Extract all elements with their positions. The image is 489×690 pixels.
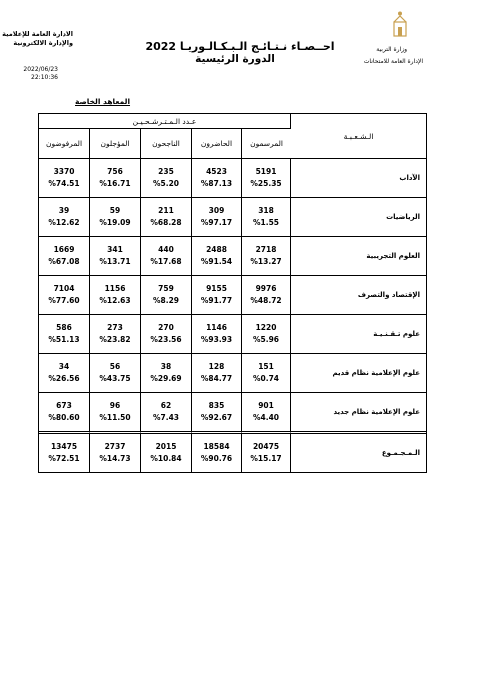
cell-percentage: %12.62 <box>48 218 80 227</box>
section-label: المعاهد الخاصة <box>75 97 131 106</box>
branch-column-header: الـشـعـبـة <box>291 114 426 159</box>
cell-count: 309 <box>208 206 225 215</box>
cell-percentage: %0.74 <box>253 374 280 383</box>
cell-rejected <box>39 159 90 198</box>
cell-percentage: %17.68 <box>150 257 182 266</box>
table-row <box>39 434 426 472</box>
cell-registered <box>242 159 291 198</box>
cell-registered <box>242 434 291 472</box>
cell-rejected <box>39 198 90 237</box>
cell-passed <box>141 315 192 354</box>
cell-registered <box>242 198 291 237</box>
cell-present <box>192 434 242 472</box>
cell-passed <box>141 237 192 276</box>
branch-name: الرياضيات <box>291 198 426 237</box>
cell-deferred <box>90 159 141 198</box>
cell-passed <box>141 198 192 237</box>
cell-registered <box>242 315 291 354</box>
table-row <box>39 393 426 434</box>
cell-deferred <box>90 276 141 315</box>
cell-present <box>192 354 242 393</box>
cell-present <box>192 198 242 237</box>
results-table <box>38 113 427 473</box>
cell-passed <box>141 159 192 198</box>
cell-passed <box>141 354 192 393</box>
cell-deferred <box>90 237 141 276</box>
table-row <box>39 159 426 198</box>
cell-present <box>192 237 242 276</box>
cell-percentage: %87.13 <box>200 179 233 188</box>
cell-percentage: %91.77 <box>200 296 233 305</box>
branch-name: علوم الإعلامية نظام قديم <box>291 354 426 393</box>
cell-percentage: %7.43 <box>152 413 180 422</box>
cell-passed <box>141 434 192 472</box>
column-header-registered: المرسمون <box>242 129 291 159</box>
cell-count: 34 <box>58 362 70 371</box>
ministry-emblem-icon <box>390 10 410 40</box>
cell-count: 586 <box>56 323 72 332</box>
cell-percentage: %97.17 <box>200 218 233 227</box>
cell-count: 1146 <box>206 323 227 332</box>
cell-percentage: %16.71 <box>99 179 131 188</box>
cell-count: 341 <box>107 245 123 254</box>
cell-percentage: %4.40 <box>253 413 280 422</box>
cell-percentage: %84.77 <box>200 374 233 383</box>
cell-percentage: %91.54 <box>200 257 233 266</box>
exams-department: الإدارة العامة للامتحانات <box>363 58 423 65</box>
cell-percentage: %13.71 <box>99 257 131 266</box>
cell-count: 39 <box>58 206 70 215</box>
table-row <box>39 276 426 315</box>
cell-count: 38 <box>160 362 172 371</box>
cell-registered <box>242 237 291 276</box>
cell-percentage: %74.51 <box>48 179 80 188</box>
cell-present <box>192 315 242 354</box>
ministry-name: وزارة التربية <box>376 46 407 53</box>
cell-percentage: %29.69 <box>150 374 182 383</box>
cell-registered <box>242 276 291 315</box>
branch-name: الآداب <box>291 159 426 198</box>
cell-count: 13475 <box>50 442 78 451</box>
cell-present <box>192 159 242 198</box>
table-row <box>39 198 426 237</box>
cell-percentage: %72.51 <box>48 454 80 463</box>
cell-present <box>192 393 242 434</box>
cell-percentage: %23.56 <box>150 335 182 344</box>
cell-count: 835 <box>208 401 225 410</box>
branch-name: الـمـجـمـوع <box>381 449 421 457</box>
table-row <box>39 315 426 354</box>
cell-percentage: %67.08 <box>48 257 80 266</box>
cell-count: 2737 <box>104 442 126 451</box>
cell-count: 128 <box>208 362 225 371</box>
cell-count: 211 <box>158 206 174 215</box>
cell-count: 1220 <box>255 323 277 332</box>
cell-count: 318 <box>258 206 274 215</box>
table-row <box>39 354 426 393</box>
cell-percentage: %1.55 <box>253 218 280 227</box>
cell-deferred <box>90 393 141 434</box>
cell-percentage: %68.28 <box>150 218 182 227</box>
cell-count: 2015 <box>155 442 177 451</box>
cell-count: 235 <box>158 167 174 176</box>
cell-count: 1669 <box>53 245 75 254</box>
cell-count: 4523 <box>206 167 227 176</box>
candidates-group-header: عـدد الـمـتـرشـحـيـن <box>39 114 291 129</box>
cell-percentage: %51.13 <box>48 335 80 344</box>
print-time: 22:10:36 <box>31 74 58 81</box>
page-title: احــصـاء نـتـائـج الـبـكـالـوريـا 2022 <box>145 40 335 53</box>
print-date: 2022/06/23 <box>23 66 58 73</box>
cell-count: 270 <box>158 323 174 332</box>
cell-count: 20475 <box>252 442 280 451</box>
cell-percentage: %13.27 <box>250 257 282 266</box>
cell-count: 96 <box>109 401 121 410</box>
cell-count: 7104 <box>53 284 75 293</box>
branch-name: الإقتصاد والتصرف <box>291 276 426 315</box>
cell-count: 5191 <box>255 167 277 176</box>
cell-rejected <box>39 434 90 472</box>
org-line-2: والإدارة الالكترونية <box>13 39 73 47</box>
page-subtitle: الدورة الرئيسية <box>195 53 275 65</box>
cell-deferred <box>90 198 141 237</box>
cell-count: 759 <box>158 284 174 293</box>
cell-percentage: %90.76 <box>200 454 233 463</box>
cell-count: 9155 <box>206 284 227 293</box>
cell-count: 2488 <box>206 245 227 254</box>
cell-count: 673 <box>56 401 72 410</box>
column-header-deferred: المؤجلون <box>90 129 141 159</box>
cell-count: 1156 <box>104 284 126 293</box>
cell-percentage: %19.09 <box>99 218 131 227</box>
cell-percentage: %92.67 <box>200 413 233 422</box>
cell-count: 440 <box>158 245 174 254</box>
cell-rejected <box>39 237 90 276</box>
cell-count: 9976 <box>255 284 277 293</box>
cell-percentage: %80.60 <box>48 413 80 422</box>
table-row <box>39 237 426 276</box>
cell-percentage: %93.93 <box>200 335 233 344</box>
branch-name: علوم الإعلامية نظام جديد <box>291 393 426 434</box>
cell-registered <box>242 393 291 434</box>
cell-rejected <box>39 276 90 315</box>
column-header-present: الحاضرون <box>192 129 242 159</box>
cell-percentage: %77.60 <box>48 296 80 305</box>
cell-rejected <box>39 315 90 354</box>
cell-percentage: %5.20 <box>152 179 180 188</box>
cell-percentage: %11.50 <box>99 413 131 422</box>
cell-deferred <box>90 354 141 393</box>
cell-count: 151 <box>258 362 274 371</box>
cell-percentage: %8.29 <box>152 296 180 305</box>
cell-percentage: %43.75 <box>99 374 131 383</box>
column-header-passed: الناجحون <box>141 129 192 159</box>
cell-rejected <box>39 354 90 393</box>
cell-count: 901 <box>258 401 274 410</box>
cell-registered <box>242 354 291 393</box>
cell-percentage: %23.82 <box>99 335 131 344</box>
cell-count: 62 <box>160 401 172 410</box>
cell-count: 18584 <box>203 442 230 451</box>
cell-count: 3370 <box>53 167 75 176</box>
cell-passed <box>141 393 192 434</box>
cell-count: 273 <box>107 323 123 332</box>
cell-count: 756 <box>107 167 123 176</box>
branch-name: العلوم التجريبية <box>291 237 426 276</box>
cell-deferred <box>90 315 141 354</box>
cell-percentage: %14.73 <box>99 454 131 463</box>
cell-count: 2718 <box>255 245 277 254</box>
cell-count: 56 <box>109 362 121 371</box>
cell-percentage: %12.63 <box>99 296 131 305</box>
cell-count: 59 <box>109 206 121 215</box>
cell-deferred <box>90 434 141 472</box>
cell-passed <box>141 276 192 315</box>
cell-percentage: %10.84 <box>150 454 182 463</box>
branch-name: علوم تـقـنـيـة <box>291 315 426 354</box>
column-header-rejected: المرفوضون <box>39 129 90 159</box>
cell-percentage: %5.96 <box>253 335 280 344</box>
cell-rejected <box>39 393 90 434</box>
cell-percentage: %15.17 <box>250 454 282 463</box>
org-line-1: الادارة العامة للإعلامية <box>2 30 73 38</box>
cell-present <box>192 276 242 315</box>
cell-percentage: %25.35 <box>250 179 282 188</box>
cell-percentage: %26.56 <box>48 374 80 383</box>
cell-percentage: %48.72 <box>250 296 282 305</box>
